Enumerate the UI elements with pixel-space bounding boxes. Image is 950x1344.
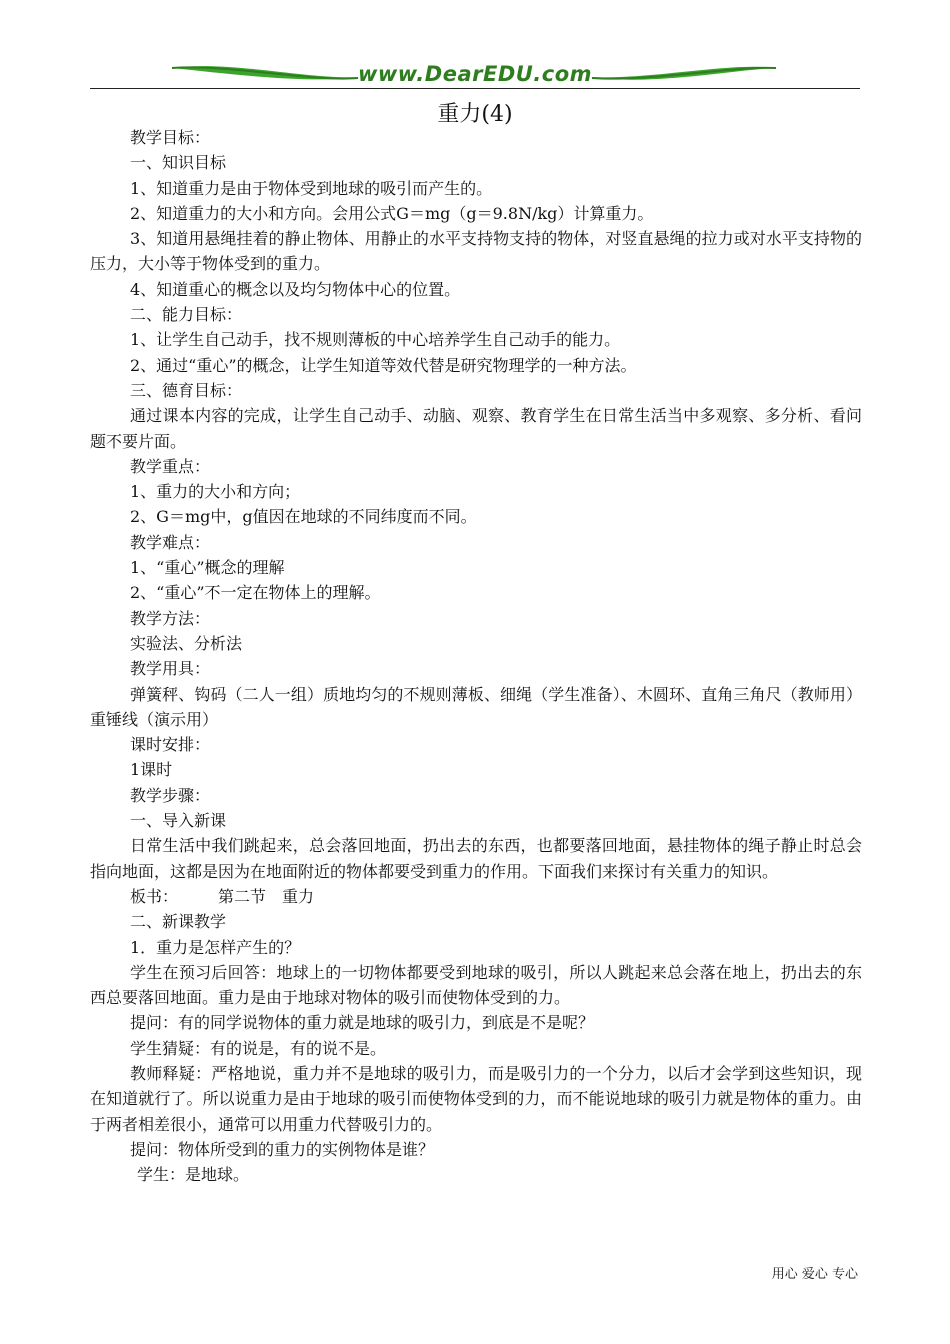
paragraph: 课时安排： <box>130 735 211 755</box>
paragraph: 教学步骤： <box>130 785 211 805</box>
paragraph: 二、能力目标： <box>130 305 243 325</box>
paragraph: 提问：有的同学说物体的重力就是地球的吸引力，到底是不是呢？ <box>130 1013 595 1033</box>
paragraph: 1、让学生自己动手，找不规则薄板的中心培养学生自己动手的能力。 <box>130 330 621 350</box>
paragraph: 教师释疑：严格地说，重力并不是地球的吸引力，而是吸引力的一个分力，以后才会学到这些知识，现在知道就行了。所以说重力是由于地球的吸引而使物体受到的力，而不能说地球的吸引力就是物体的重力。由于两者相差很小，通常可以用重力代替吸引力的。 <box>90 1063 862 1134</box>
paragraph: 1、知道重力是由于物体受到地球的吸引而产生的。 <box>130 178 493 198</box>
paragraph: 一、知识目标 <box>130 153 227 173</box>
paragraph: 提问：物体所受到的重力的实例物体是谁？ <box>130 1139 435 1159</box>
paragraph: 1．重力是怎样产生的？ <box>130 937 301 957</box>
paragraph: 1、重力的大小和方向； <box>130 482 301 502</box>
paragraph: 教学用具： <box>130 659 211 679</box>
paragraph: 1课时 <box>130 760 173 780</box>
paragraph: 板书： 第二节 重力 <box>130 886 315 906</box>
paragraph: 教学难点： <box>130 532 211 552</box>
site-header <box>90 58 860 90</box>
document-body <box>90 125 862 1187</box>
paragraph: 3、知道用悬绳挂着的静止物体、用静止的水平支持物支持的物体，对竖直悬绳的拉力或对水平支持物的压力，大小等于物体受到的重力。 <box>90 229 862 274</box>
paragraph: 4、知道重心的概念以及均匀物体中心的位置。 <box>130 279 461 299</box>
paragraph: 2、“重心”不一定在物体上的理解。 <box>130 583 381 603</box>
paragraph: 1、“重心”概念的理解 <box>130 558 285 578</box>
paragraph: 一、导入新课 <box>130 811 227 831</box>
paragraph: 2、G＝mg中，g值因在地球的不同纬度而不同。 <box>130 507 477 527</box>
paragraph: 教学目标： <box>130 128 211 147</box>
paragraph: 二、新课教学 <box>130 912 227 932</box>
paragraph: 学生：是地球。 <box>137 1165 250 1185</box>
paragraph: 实验法、分析法 <box>130 633 243 653</box>
site-logo-text[interactable]: www.DearEDU.com <box>357 62 593 86</box>
paragraph: 2、知道重力的大小和方向。会用公式G＝mg（g＝9.8N/kg）计算重力。 <box>130 203 654 223</box>
paragraph: 教学方法： <box>130 608 211 628</box>
paragraph: 日常生活中我们跳起来，总会落回地面，扔出去的东西，也都要落回地面，悬挂物体的绳子静止时总会指向地面，这都是因为在地面附近的物体都要受到重力的作用。下面我们来探讨有关重力的知识。 <box>90 836 862 881</box>
paragraph: 弹簧秤、钩码（二人一组）质地均匀的不规则薄板、细绳（学生准备）、木圆环、直角三角尺（教师用）重锤线（演示用） <box>90 684 862 729</box>
footer-motto: 用心 爱心 专心 <box>771 1267 858 1282</box>
header-divider <box>90 88 860 89</box>
paragraph: 通过课本内容的完成，让学生自己动手、动脑、观察、教育学生在日常生活当中多观察、多分析、看问题不要片面。 <box>90 406 862 451</box>
paragraph: 三、德育目标： <box>130 380 243 400</box>
paragraph: 教学重点： <box>130 456 211 476</box>
paragraph: 2、通过“重心”的概念，让学生知道等效代替是研究物理学的一种方法。 <box>130 355 637 375</box>
paragraph: 学生猜疑：有的说是，有的说不是。 <box>130 1038 387 1058</box>
page-title: 重力(4) <box>437 102 513 127</box>
paragraph: 学生在预习后回答：地球上的一切物体都要受到地球的吸引，所以人跳起来总会落在地上，扔出去的东西总要落回地面。重力是由于地球对物体的吸引而使物体受到的力。 <box>90 962 862 1008</box>
